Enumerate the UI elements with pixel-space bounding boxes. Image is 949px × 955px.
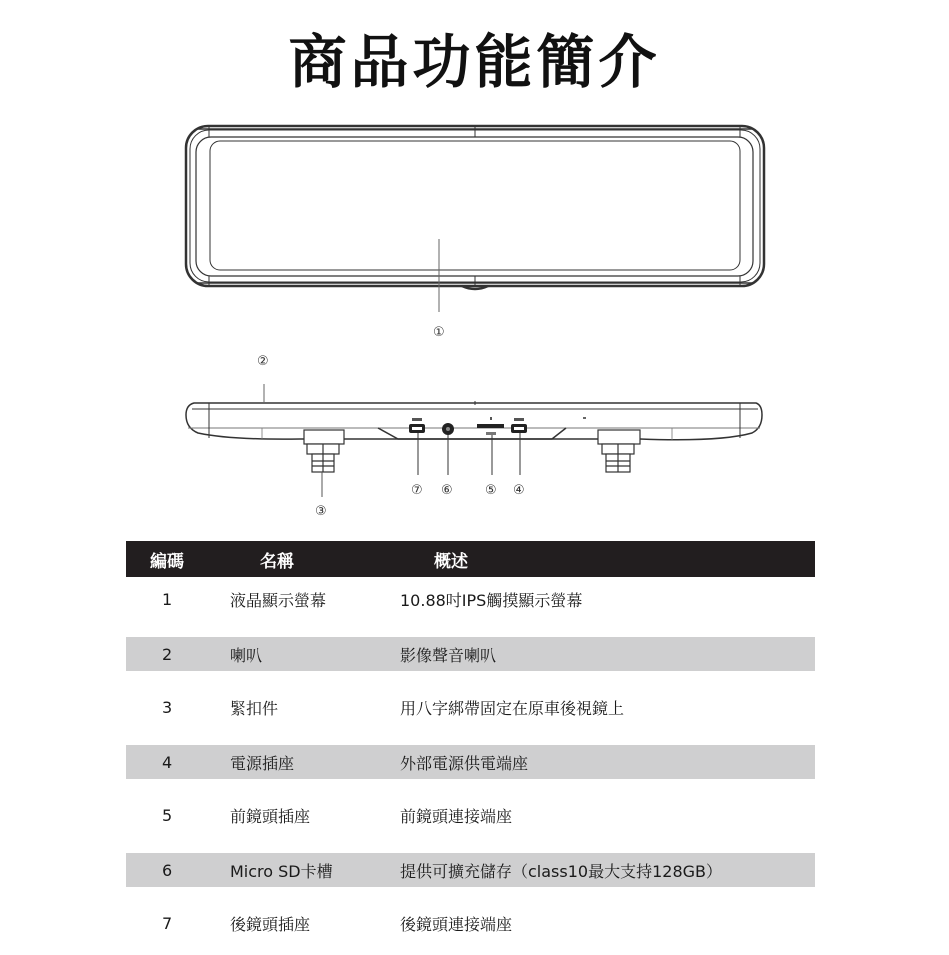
table-row: [126, 793, 815, 847]
port-power-icon: [511, 418, 527, 475]
row-number: 5: [162, 805, 173, 825]
row-number: 6: [162, 860, 173, 880]
row-name: 緊扣件: [230, 698, 279, 718]
callout-3: ③: [315, 504, 327, 519]
row-name: 喇叭: [230, 645, 263, 665]
spec-table: [126, 541, 815, 955]
row-name: 液晶顯示螢幕: [230, 590, 327, 610]
row-description: 影像聲音喇叭: [400, 645, 497, 665]
row-number: 2: [162, 644, 173, 664]
page-title: 商品功能簡介: [288, 28, 661, 96]
table-row: [126, 631, 815, 685]
front-view-mirror: [186, 126, 764, 312]
callout-1: ①: [433, 325, 445, 340]
row-name: Micro SD卡槽: [230, 861, 333, 881]
callout-5: ⑤: [485, 483, 497, 498]
row-description: 前鏡頭連接端座: [400, 806, 513, 826]
port-rear-camera-icon: [409, 418, 425, 475]
callout-4: ④: [513, 483, 525, 498]
row-number: 7: [162, 913, 173, 933]
header-name: 名稱: [260, 551, 294, 572]
callout-2: ②: [257, 354, 269, 369]
row-description: 提供可擴充儲存（class10最大支持128GB）: [400, 861, 722, 881]
table-row: [126, 847, 815, 901]
row-description: 10.88吋IPS觸摸顯示螢幕: [400, 590, 583, 610]
table-row: [126, 901, 815, 955]
mount-clip-left: [304, 430, 344, 497]
row-description: 後鏡頭連接端座: [400, 914, 513, 934]
callout-7: ⑦: [411, 483, 423, 498]
port-sd-card-slot-icon: [477, 417, 504, 475]
row-name: 後鏡頭插座: [230, 914, 311, 934]
row-description: 外部電源供電端座: [400, 753, 529, 773]
table-row: [126, 739, 815, 793]
header-number: 編碼: [150, 551, 184, 572]
mount-clip-right: [598, 430, 640, 472]
port-audio-jack-icon: [442, 423, 454, 475]
header-description: 概述: [434, 551, 468, 572]
row-number: 4: [162, 752, 173, 772]
row-name: 電源插座: [230, 753, 295, 773]
bottom-view-mirror: [186, 384, 762, 440]
table-header: [126, 541, 815, 577]
table-row: [126, 577, 815, 631]
row-name: 前鏡頭插座: [230, 806, 311, 826]
row-description: 用八字綁帶固定在原車後視鏡上: [400, 698, 625, 718]
table-row: [126, 685, 815, 739]
callout-6: ⑥: [441, 483, 453, 498]
row-number: 1: [162, 589, 173, 609]
row-number: 3: [162, 697, 173, 717]
